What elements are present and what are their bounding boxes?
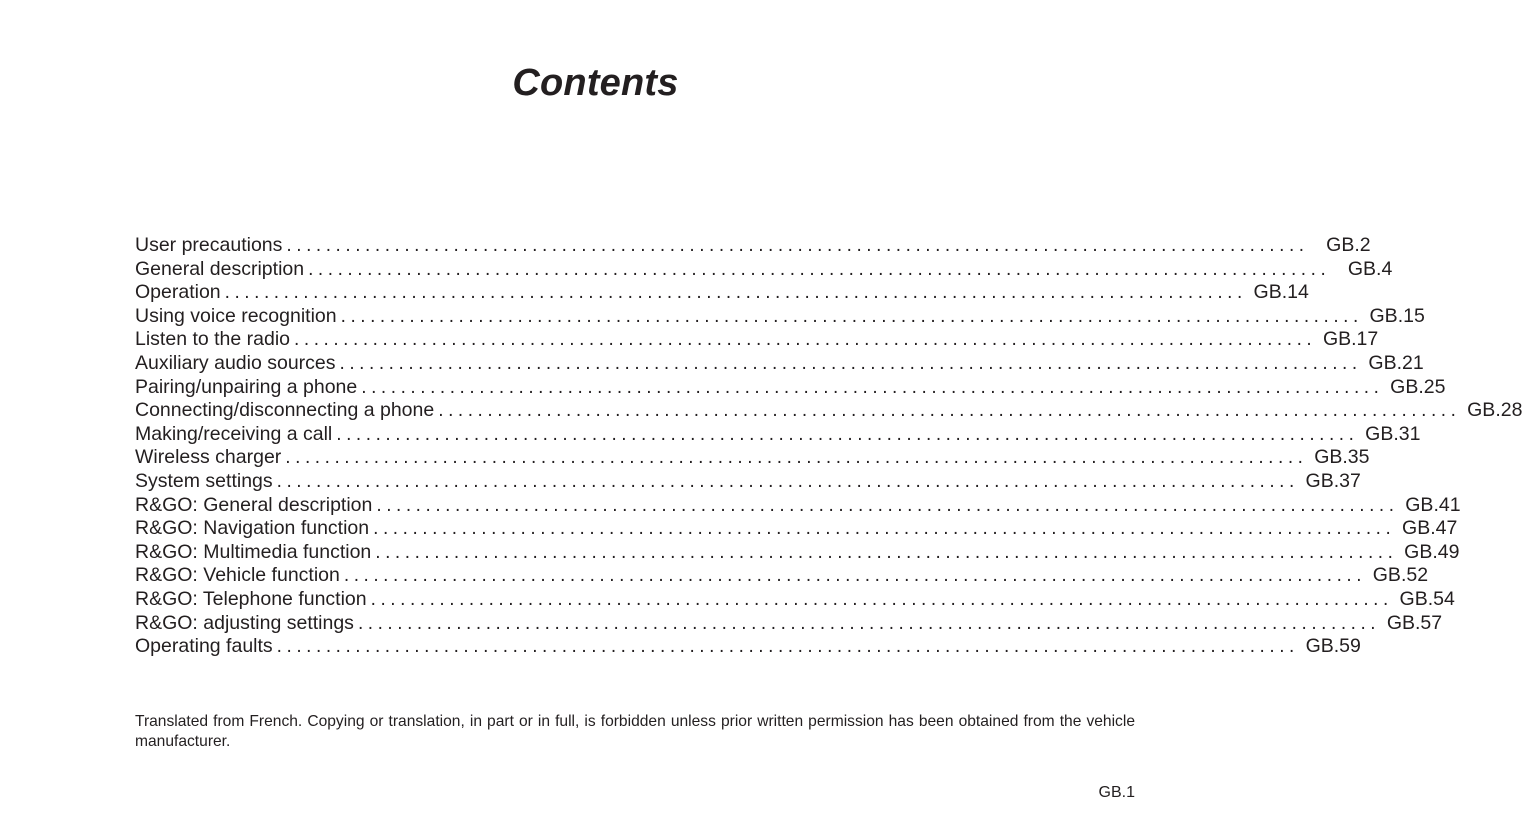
toc-entry-label: Operating faults (135, 635, 273, 658)
dot-leader: ........................................................................................................ (357, 612, 1381, 634)
toc-entry-page: GB.37 (1305, 469, 1361, 492)
toc-entry[interactable] (135, 493, 1461, 518)
toc-entry[interactable] (135, 611, 1443, 636)
dot-leader: ........................................................................................................ (339, 352, 1362, 374)
toc-entry[interactable] (135, 517, 1458, 541)
dot-leader: ........................................................................................................ (308, 258, 1331, 280)
page-title: Contents (512, 62, 679, 104)
toc-entry-label: System settings (135, 469, 273, 492)
toc-entry-label: General description (135, 257, 305, 280)
toc-entry-label: User precautions (135, 234, 283, 256)
toc-entry-page: GB.57 (1386, 611, 1443, 634)
dot-leader: ........................................................................................................ (370, 588, 1393, 610)
toc-entry[interactable] (135, 257, 1393, 282)
toc-entry-page: GB.47 (1402, 517, 1458, 540)
toc-entry-page: GB.59 (1305, 635, 1361, 658)
toc-entry[interactable] (135, 399, 1522, 423)
toc-entry[interactable] (135, 635, 1361, 659)
toc-entry-label: R&GO: Navigation function (135, 517, 370, 540)
copyright-notice: Translated from French. Copying or translation, in part or in full, is forbidden unless prior written permission has been obtained from the vehicle manufacturer. (135, 713, 1135, 750)
toc-entry-label: R&GO: Vehicle function (135, 564, 340, 587)
dot-leader: ........................................................................................................ (336, 423, 1359, 445)
toc-entry-page: GB.52 (1372, 564, 1429, 587)
dot-leader: ........................................................................................................ (224, 282, 1247, 304)
toc-entry-page: GB.14 (1253, 281, 1309, 304)
toc-entry-page: GB.54 (1399, 587, 1455, 610)
toc-entry-page: GB.41 (1405, 493, 1461, 516)
toc-entry-label: R&GO: Multimedia function (135, 540, 372, 563)
toc-entry-label: Listen to the radio (135, 328, 291, 351)
toc-entry-label: Making/receiving a call (135, 422, 333, 445)
toc-entry[interactable] (135, 281, 1309, 305)
dot-leader: ........................................................................................................ (376, 494, 1399, 516)
toc-entry[interactable] (135, 422, 1421, 447)
toc-entry-page: GB.2 (1326, 234, 1371, 256)
toc-entry-page: GB.4 (1347, 257, 1393, 280)
toc-entry[interactable] (135, 234, 1371, 258)
toc-entry-label: Pairing/unpairing a phone (135, 375, 358, 398)
toc-entry[interactable] (135, 304, 1425, 329)
dot-leader: ........................................................................................................ (294, 329, 1317, 351)
toc-entry[interactable] (135, 587, 1455, 612)
page-number: GB.1 (1098, 784, 1135, 801)
dot-leader: ........................................................................................................ (375, 541, 1398, 563)
toc-entry[interactable] (135, 351, 1424, 376)
dot-leader: ........................................................................................................ (438, 400, 1461, 422)
toc-entry-label: R&GO: adjusting settings (135, 611, 354, 634)
dot-leader: ........................................................................................................ (343, 565, 1367, 587)
toc-entry-label: R&GO: Telephone function (135, 587, 367, 610)
dot-leader: ........................................................................................................ (276, 636, 1299, 658)
toc-entry[interactable] (135, 328, 1379, 352)
toc-entry-page: GB.21 (1368, 351, 1424, 374)
toc-entry-label: Operation (135, 281, 221, 304)
table-of-contents (135, 234, 1522, 659)
toc-entry-page: GB.25 (1390, 375, 1446, 398)
toc-entry-page: GB.49 (1404, 540, 1460, 563)
dot-leader: ........................................................................................................ (285, 447, 1308, 469)
dot-leader: ........................................................................................................ (276, 470, 1299, 492)
toc-entry-label: Auxiliary audio sources (135, 351, 336, 374)
toc-entry-page: GB.17 (1322, 328, 1379, 351)
dot-leader: ........................................................................................................ (373, 518, 1396, 540)
toc-entry-label: Connecting/disconnecting a phone (135, 399, 435, 422)
toc-entry[interactable] (135, 564, 1429, 588)
toc-entry[interactable] (135, 375, 1446, 400)
dot-leader: ........................................................................................................ (286, 235, 1309, 256)
toc-entry[interactable] (135, 540, 1460, 565)
toc-entry-page: GB.28 (1467, 399, 1522, 422)
dot-leader: ........................................................................................................ (340, 305, 1363, 327)
toc-entry-page: GB.31 (1365, 422, 1421, 445)
dot-leader: ........................................................................................................ (361, 376, 1384, 398)
toc-entry-label: Using voice recognition (135, 304, 337, 327)
toc-entry[interactable] (135, 469, 1361, 494)
toc-entry[interactable] (135, 446, 1370, 470)
toc-entry-label: Wireless charger (135, 446, 282, 469)
toc-entry-label: R&GO: General description (135, 493, 373, 516)
toc-entry-page: GB.35 (1314, 446, 1370, 469)
toc-entry-page: GB.15 (1369, 304, 1425, 327)
